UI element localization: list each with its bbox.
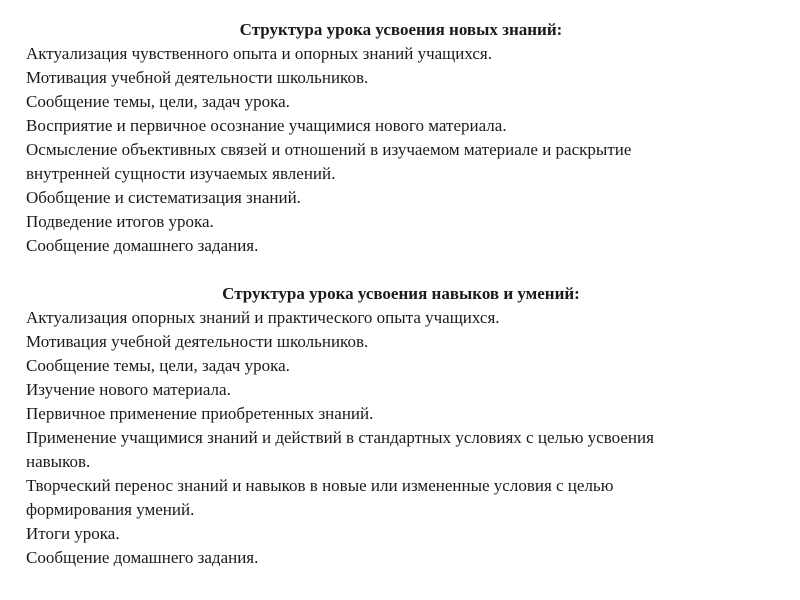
section-new-knowledge — [26, 18, 776, 258]
section-skills — [26, 282, 776, 570]
list-item-continuation: формирования умений. — [26, 500, 195, 519]
list-item-continuation: внутренней сущности изучаемых явлений. — [26, 164, 336, 183]
section-spacer — [26, 258, 776, 282]
list-item: Творческий перенос знаний и навыков в новые или измененные условия с целью — [26, 476, 614, 495]
list-item: Итоги урока. — [26, 524, 120, 543]
list-item: Первичное применение приобретенных знаний. — [26, 404, 374, 423]
list-item: Подведение итогов урока. — [26, 212, 214, 231]
list-item: Актуализация чувственного опыта и опорных знаний учащихся. — [26, 44, 492, 63]
list-item: Мотивация учебной деятельности школьников. — [26, 332, 369, 351]
list-item-continuation: навыков. — [26, 452, 91, 471]
list-item: Сообщение домашнего задания. — [26, 236, 259, 255]
section-title: Структура урока усвоения новых знаний: — [239, 20, 563, 39]
list-item: Сообщение темы, цели, задач урока. — [26, 356, 290, 375]
list-item: Мотивация учебной деятельности школьников. — [26, 68, 369, 87]
list-item: Обобщение и систематизация знаний. — [26, 188, 301, 207]
document-page — [26, 18, 776, 570]
list-item: Осмысление объективных связей и отношений в изучаемом материале и раскрытие — [26, 140, 632, 159]
list-item: Актуализация опорных знаний и практического опыта учащихся. — [26, 308, 500, 327]
section-title: Структура урока усвоения навыков и умений: — [222, 284, 580, 303]
list-item: Восприятие и первичное осознание учащимися нового материала. — [26, 116, 507, 135]
list-item: Сообщение темы, цели, задач урока. — [26, 92, 290, 111]
list-item: Изучение нового материала. — [26, 380, 231, 399]
list-item: Сообщение домашнего задания. — [26, 548, 259, 567]
list-item: Применение учащимися знаний и действий в стандартных условиях с целью усвоения — [26, 428, 654, 447]
